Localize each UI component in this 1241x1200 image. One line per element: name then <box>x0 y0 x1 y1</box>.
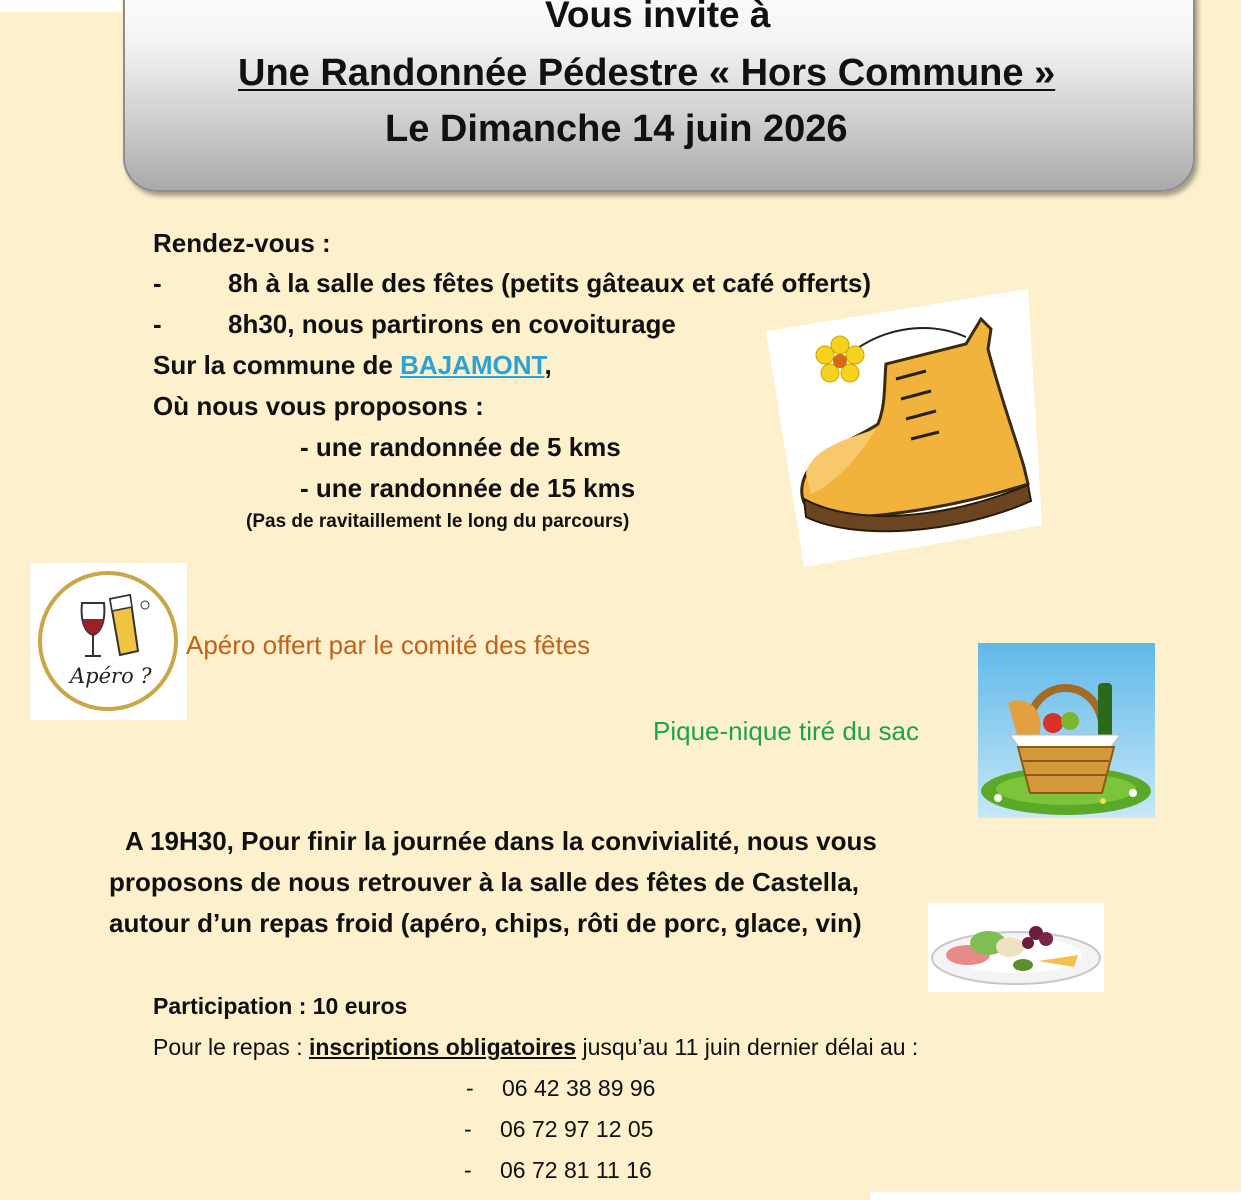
banner-date: Le Dimanche 14 juin 2026 <box>385 108 848 150</box>
supply-note: (Pas de ravitaillement le long du parcours) <box>246 511 630 532</box>
list-dash: - <box>464 1157 472 1183</box>
cold-plate-icon <box>928 903 1104 992</box>
evening-line: autour d’un repas froid (apéro, chips, rôti de porc, glace, vin) <box>109 908 862 938</box>
picnic-basket-icon <box>978 643 1155 818</box>
picnic-text: Pique-nique tiré du sac <box>653 716 919 746</box>
hike-option: - une randonnée de 5 kms <box>300 432 621 462</box>
repas-strong: inscriptions obligatoires <box>308 1034 577 1060</box>
list-dash: - <box>464 1116 472 1142</box>
list-dash: - <box>153 309 162 339</box>
evening-line: A 19H30, Pour finir la journée dans la convivialité, nous vous <box>125 826 877 856</box>
banner-title: Une Randonnée Pédestre « Hors Commune » <box>238 52 1056 94</box>
rendezvous-item: 8h30, nous partirons en covoiturage <box>228 309 676 339</box>
banner-invite: Vous invite à <box>545 0 771 35</box>
phone-number[interactable]: 06 72 97 12 05 <box>500 1116 654 1142</box>
phone-number[interactable]: 06 42 38 89 96 <box>502 1075 656 1101</box>
page-corner <box>870 1192 1241 1200</box>
apero-text: Apéro offert par le comité des fêtes <box>186 630 591 660</box>
commune-prefix: Sur la commune de <box>153 350 401 380</box>
apero-glasses-icon <box>30 563 187 720</box>
hiking-boot-icon <box>766 289 1042 567</box>
rendezvous-item: 8h à la salle des fêtes (petits gâteaux et café offerts) <box>228 268 872 298</box>
apero-badge-text: Apéro ? <box>70 664 152 688</box>
repas-prefix: Pour le repas : <box>153 1034 309 1060</box>
page-corner <box>0 0 122 12</box>
list-dash: - <box>466 1075 474 1101</box>
participation-label: Participation : 10 euros <box>153 993 408 1019</box>
list-dash: - <box>153 268 162 298</box>
commune-line <box>153 350 552 381</box>
evening-line: proposons de nous retrouver à la salle des fêtes de Castella, <box>109 867 859 897</box>
hike-option: - une randonnée de 15 kms <box>300 473 636 503</box>
propose-line: Où nous vous proposons : <box>153 391 484 421</box>
repas-suffix: jusqu’au 11 juin dernier délai au : <box>576 1034 919 1060</box>
commune-link[interactable]: BAJAMONT <box>400 350 545 380</box>
repas-line <box>153 1034 918 1061</box>
rendezvous-title: Rendez-vous : <box>153 228 331 258</box>
commune-suffix: , <box>544 350 552 380</box>
phone-number[interactable]: 06 72 81 11 16 <box>500 1157 652 1183</box>
